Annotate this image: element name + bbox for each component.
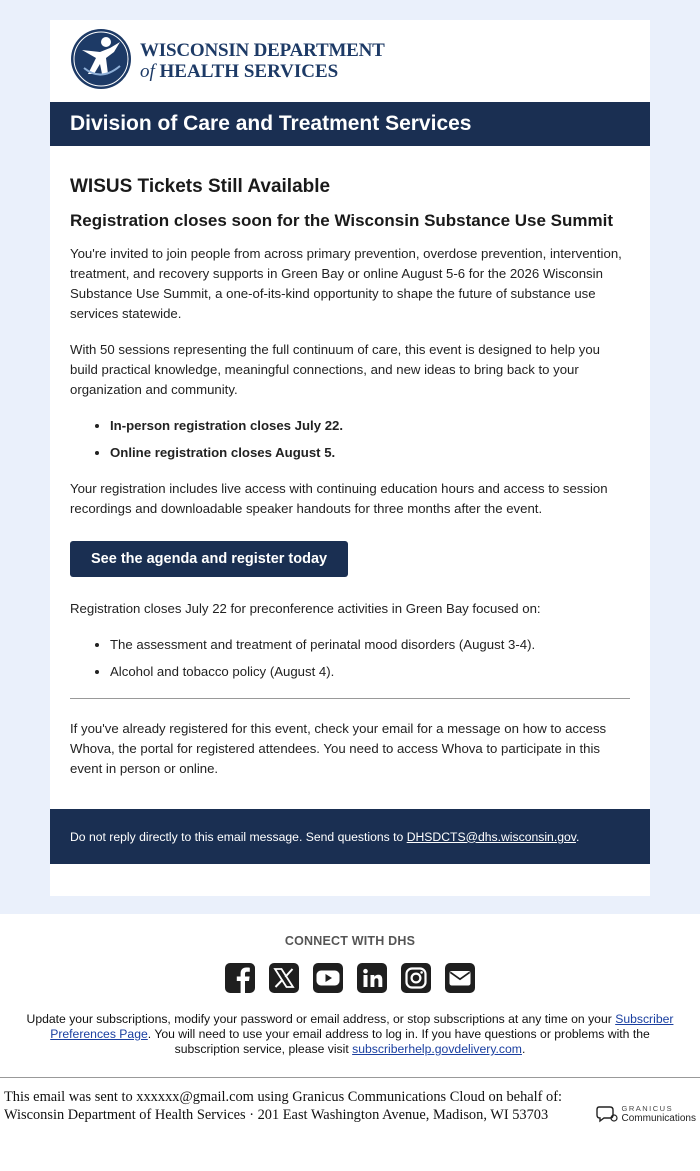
sessions-paragraph: With 50 sessions representing the full continuum of care, this event is designed to help you build practical knowledge, meaningful connections, and new ideas to bring back to your organization and community. — [70, 342, 600, 397]
facebook-icon[interactable] — [224, 962, 256, 994]
dhs-seal-icon — [70, 28, 132, 90]
subscription-text-1: Update your subscriptions, modify your password or email address, or stop subscriptions at any time on your — [26, 1012, 616, 1026]
list-item: • In-person registration closes July 22. — [110, 416, 630, 436]
dhs-logo[interactable] — [50, 20, 650, 102]
list-item: • Online registration closes August 5. — [110, 443, 630, 463]
instagram-icon[interactable] — [400, 962, 432, 994]
youtube-icon[interactable] — [312, 962, 344, 994]
email-icon[interactable] — [444, 962, 476, 994]
granicus-speech-icon — [596, 1105, 618, 1123]
subscription-notice — [0, 1012, 700, 1057]
preconference-paragraph: Registration closes July 22 for preconference activities in Green Bay focused on: — [70, 601, 541, 616]
org-name-rest: HEALTH SERVICES — [159, 61, 339, 82]
x-icon[interactable] — [268, 962, 300, 994]
article-subtitle: Registration closes soon for the Wisconsin Substance Use Summit — [70, 211, 614, 230]
division-banner: Division of Care and Treatment Services — [50, 102, 650, 146]
registration-includes-paragraph: Your registration includes live access with continuing education hours and access to session recordings and downloadable speaker handouts for three months after the event. — [70, 481, 608, 516]
org-name-line1: WISCONSIN DEPARTMENT — [140, 40, 385, 61]
sent-notice: This email was sent to xxxxxx@gmail.com using Granicus Communications Cloud on behalf of: Wisconsin Department of Health Services · 201 East Washington Avenue, Madison, WI 53703 — [4, 1089, 563, 1123]
connect-section — [0, 914, 700, 1057]
article-content — [50, 146, 650, 779]
subscriber-help-link[interactable]: subscriberhelp.govdelivery.com — [352, 1042, 522, 1056]
granicus-logo[interactable] — [596, 1104, 696, 1124]
divider — [70, 698, 630, 699]
list-item: • The assessment and treatment of perinatal mood disorders (August 3-4). — [110, 635, 630, 655]
intro-paragraph: You're invited to join people from across primary prevention, overdose prevention, intervention, treatment, and recovery supports in Green Bay or online August 5-6 for the 2026 Wisconsin Substance Use Summit, a one-of-its-kind opportunity to shape the future of substance use services statewide. — [70, 246, 622, 321]
deadline-list — [70, 416, 630, 463]
article-title: WISUS Tickets Still Available — [70, 176, 331, 197]
subscriber-preferences-link[interactable]: Subscriber Preferences Page — [50, 1012, 674, 1041]
email-card — [50, 20, 650, 896]
subscription-text-2: . You will need to use your email address to log in. If you have questions or problems with the subscription service, please visit — [147, 1027, 650, 1056]
linkedin-icon[interactable] — [356, 962, 388, 994]
org-name-of: of — [140, 61, 155, 82]
contact-footer-text — [70, 830, 579, 844]
contact-text-before: Do not reply directly to this email message. Send questions to — [70, 829, 407, 844]
org-name — [140, 40, 385, 82]
granicus-bottom: Communications — [621, 1113, 696, 1124]
social-links — [0, 962, 700, 994]
org-name-line2 — [140, 61, 385, 82]
connect-title: CONNECT WITH DHS — [284, 934, 416, 948]
whova-paragraph: If you've already registered for this event, check your email for a message on how to access Whova, the portal for registered attendees. You need to access Whova to participate in this event in person or online. — [70, 721, 607, 776]
register-button[interactable]: See the agenda and register today — [70, 541, 348, 577]
contact-text-after: . — [575, 829, 580, 844]
subscription-text-3: . — [521, 1042, 526, 1056]
granicus-top: GRANICUS — [621, 1104, 674, 1113]
contact-footer — [50, 809, 650, 864]
sent-notice-section — [0, 1078, 700, 1148]
contact-email-link[interactable]: DHSDCTS@dhs.wisconsin.gov — [406, 829, 576, 844]
preconference-list — [70, 635, 630, 682]
granicus-wordmark — [622, 1104, 696, 1124]
list-item: • Alcohol and tobacco policy (August 4). — [110, 662, 630, 682]
